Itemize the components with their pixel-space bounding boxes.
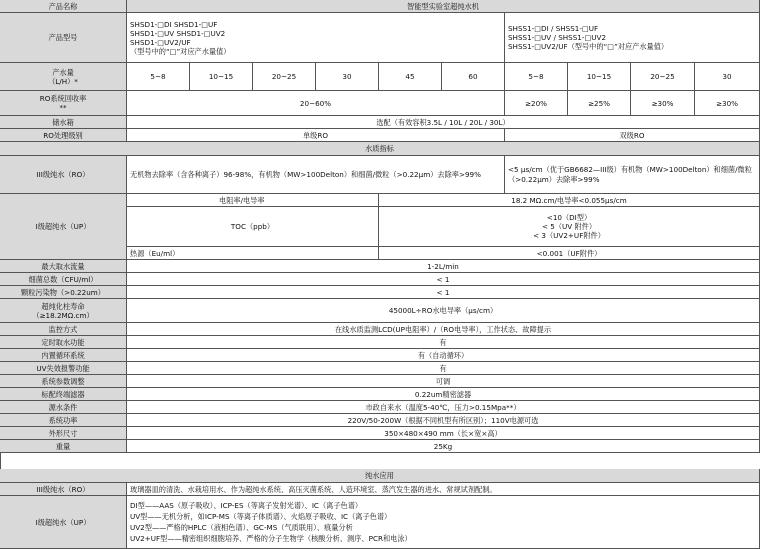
ro-level-label: RO处理级别: [0, 129, 127, 142]
recovery-double: ≥30%: [695, 91, 760, 116]
spec-label: 源水条件: [0, 401, 127, 414]
app-grade1-line: UV型——无机分析，如ICP-MS（等离子体质谱）、火焰原子吸收、IC（离子色谱）: [130, 512, 392, 521]
output-value: 45: [379, 63, 442, 91]
application-section-title: 纯水应用: [0, 469, 760, 483]
recovery-label-line: RO系统回收率: [39, 94, 87, 103]
output-value: 30: [695, 63, 760, 91]
tank-label: 储水箱: [0, 116, 127, 129]
app-grade1-list: [127, 496, 760, 549]
output-value: 5~8: [505, 63, 568, 91]
grade1-label: I级超纯水（UP）: [0, 194, 127, 260]
product-name-label: 产品名称: [0, 0, 127, 13]
spec-label: 定时取水功能: [0, 336, 127, 349]
output-label-line: 产水量: [52, 67, 74, 77]
spec-value: 0.22um精密滤器: [127, 388, 760, 401]
model-double-list: [505, 13, 760, 63]
spec-value: < 1: [127, 286, 760, 299]
spec-label: 最大取水流量: [0, 260, 127, 273]
recovery-double: ≥30%: [631, 91, 695, 116]
output-value: 5~8: [127, 63, 190, 91]
spec-label: 外形尺寸: [0, 427, 127, 440]
model-single-line: SHSD1-□DI SHSD1-□UF: [130, 19, 218, 29]
spec-label: 重量: [0, 440, 127, 453]
toc-label: TOC（ppb）: [127, 207, 379, 247]
output-value: 20~25: [253, 63, 316, 91]
pyrogen-label: 热源（Eu/ml）: [127, 247, 379, 260]
quality-section-title: 水质指标: [0, 142, 760, 156]
pyrogen-value: <0.001（UF附件）: [379, 247, 760, 260]
spec-value: 有: [127, 336, 760, 349]
output-value: 30: [316, 63, 379, 91]
spec-value: 45000L÷RO水电导率（μs/cm）: [127, 299, 760, 323]
model-double-line: SHSS1-□UV / SHSS1-□UV2: [508, 33, 607, 42]
app-grade1-line: DI型——AAS（原子吸收）、ICP-ES（等离子发射光谱）、IC（离子色谱）: [130, 501, 363, 510]
spec-label: 内置循环系统: [0, 349, 127, 362]
spec-label: 系统功率: [0, 414, 127, 427]
grade3-double: <5 μs/cm（优于GB6682—III级）有机物（MW>100Delton）和细菌/微粒（>0.22μm）去除率>99%: [505, 156, 760, 194]
product-name-value: 智能型实验室超纯水机: [127, 0, 760, 13]
output-label: [0, 63, 127, 91]
spec-label: 标配终端滤器: [0, 388, 127, 401]
grade3-label: III级纯水（RO）: [0, 156, 127, 194]
toc-value-line: < 3（UV2+UF附件）: [533, 231, 605, 240]
spec-value: 350×480×490 mm（长×宽×高）: [127, 427, 760, 440]
recovery-double: ≥20%: [505, 91, 568, 116]
spec-value: 有（自动循环）: [127, 349, 760, 362]
spec-label-line: 超纯化柱寿命: [41, 301, 85, 311]
spec-label: 颗粒污染物（>0.22um）: [0, 286, 127, 299]
spec-label: 细菌总数（CFU/ml）: [0, 273, 127, 286]
model-single-line: （型号中的“□”对应产水量值）: [130, 46, 231, 56]
grade3-single: 无机物去除率（含各种离子）96-98%，有机物（MW>100Delton）和细菌/微粒（>0.22μm）去除率>99%: [127, 156, 505, 194]
toc-value-line: <10（DI型）: [546, 213, 592, 222]
spec-label: UV失效报警功能: [0, 362, 127, 375]
spec-value: 市政自来水（温度5-40℃，压力>0.15Mpa**）: [127, 401, 760, 414]
app-grade3-label: III级纯水（RO）: [0, 483, 127, 496]
ro-level-single: 单级RO: [127, 129, 505, 142]
recovery-double: ≥25%: [568, 91, 631, 116]
spec-value: 1-2L/min: [127, 260, 760, 273]
recovery-label: [0, 91, 127, 116]
output-value: 60: [442, 63, 505, 91]
output-value: 10~15: [568, 63, 631, 91]
resistivity-value: 18.2 MΩ.cm/电导率<0.055μs/cm: [379, 194, 760, 207]
app-grade1-label: I级超纯水（UP）: [0, 496, 127, 549]
model-label-text: 产品型号: [48, 33, 78, 42]
spec-label: 监控方式: [0, 323, 127, 336]
spec-value: 有: [127, 362, 760, 375]
toc-values: [379, 207, 760, 247]
model-double-line: SHSS1-□DI / SHSS1-□UF: [508, 24, 599, 33]
app-grade1-line: UV2+UF型——精密组织细胞培养、严格的分子生物学（核酸分析、测序、PCR和电泳）: [130, 534, 412, 543]
spec-value: 220V/50-200W（根据不同机型有所区别）；110V电源可选: [127, 414, 760, 427]
model-label: [0, 13, 127, 63]
ro-level-double: 双级RO: [505, 129, 760, 142]
output-value: 10~15: [190, 63, 253, 91]
model-single-line: SHSD1-□UV2/UF: [130, 37, 191, 47]
spec-value: 可调: [127, 375, 760, 388]
spec-value: < 1: [127, 273, 760, 286]
app-grade3-value: 玻璃器皿的清洗、水栽培用水、作为超纯水系统、高压灭菌系统、人造环境室、蒸汽发生器的进水、常规试剂配制。: [127, 483, 760, 496]
model-single-line: SHSD1-□UV SHSD1-□UV2: [130, 28, 226, 38]
spec-label: [0, 299, 127, 323]
spec-label-line: （≥18.2MΩ.cm）: [32, 310, 94, 320]
recovery-single: 20~60%: [127, 91, 505, 116]
spec-value: 25Kg: [127, 440, 760, 453]
spec-label: 系统参数调整: [0, 375, 127, 388]
app-grade1-line: UV2型——严格的HPLC（液相色谱）、GC-MS（气质联用）、痕量分析: [130, 523, 353, 532]
model-double-line: SHSS1-□UV2/UF（型号中的“□”对应产水量值）: [508, 42, 669, 51]
model-single-list: [127, 13, 505, 63]
tank-value: 选配（有效容积3.5L / 10L / 20L / 30L）: [127, 116, 760, 129]
spec-value: 在线水质监测LCD(UP电阻率）/（RO电导率），工作状态、故障提示: [127, 323, 760, 336]
output-value: 20~25: [631, 63, 695, 91]
toc-value-line: < 5（UV 附件）: [541, 222, 597, 231]
recovery-label-line: **: [59, 103, 67, 112]
resistivity-label: 电阻率/电导率: [127, 194, 379, 207]
output-label-line: （L/H）*: [48, 76, 78, 86]
